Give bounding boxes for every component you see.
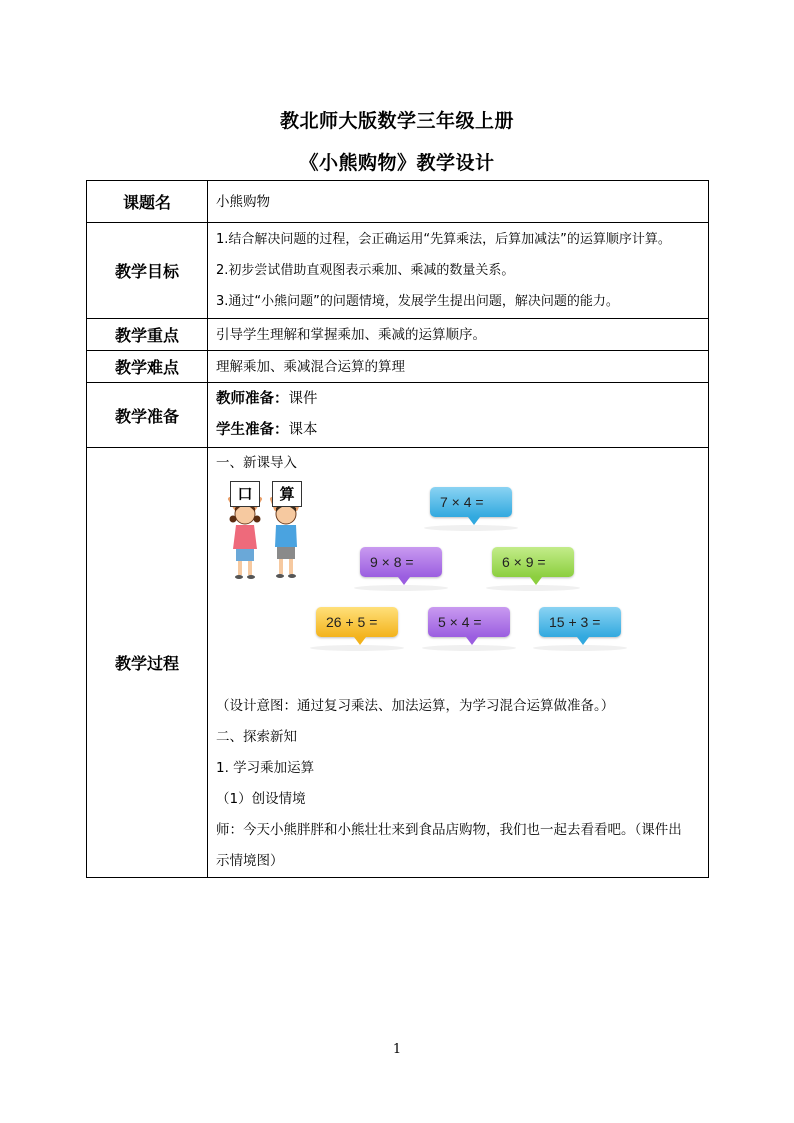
table-row-goals xyxy=(87,223,709,319)
document-subtitle: 《小熊购物》教学设计 xyxy=(299,152,495,174)
teacher-preparation-value: 课件 xyxy=(288,391,318,407)
teacher-dialogue: 示情境图） xyxy=(216,853,284,869)
table-row-difficulty xyxy=(87,351,709,383)
arithmetic-card: 5 × 4 = xyxy=(428,607,510,637)
teacher-preparation-label: 教师准备： xyxy=(216,391,289,407)
sign-card: 算 xyxy=(272,481,302,507)
difficulty-label: 教学难点 xyxy=(87,351,208,383)
sign-card: 口 xyxy=(230,481,260,507)
arithmetic-card: 6 × 9 = xyxy=(492,547,574,577)
table-row-process xyxy=(87,448,709,878)
table-row-preparation xyxy=(87,383,709,448)
teacher-dialogue: 师：今天小熊胖胖和小熊壮壮来到食品店购物，我们也一起去看看吧。（课件出 xyxy=(216,822,682,838)
process-content xyxy=(208,448,709,878)
arithmetic-card: 9 × 8 = xyxy=(360,547,442,577)
goals-content xyxy=(208,223,709,319)
table-row-key-point xyxy=(87,319,709,351)
table-row-topic xyxy=(87,181,709,223)
student-preparation-label: 学生准备： xyxy=(216,422,289,438)
difficulty-value: 理解乘加、乘减混合运算的算理 xyxy=(208,351,709,383)
section-heading: 二、探索新知 xyxy=(216,729,297,745)
arithmetic-card: 15 + 3 = xyxy=(539,607,621,637)
preparation-label: 教学准备 xyxy=(87,383,208,448)
preparation-content xyxy=(208,383,709,448)
goal-item: 2.初步尝试借助直观图表示乘加、乘减的数量关系。 xyxy=(216,263,515,278)
arithmetic-card: 7 × 4 = xyxy=(430,487,512,517)
page-number: 1 xyxy=(392,1042,402,1057)
teacher-preparation xyxy=(216,384,708,415)
goal-item: 1.结合解决问题的过程，会正确运用“先算乘法，后算加减法”的运算顺序计算。 xyxy=(216,232,671,247)
goal-item: 3.通过“小熊问题”的问题情境，发展学生提出问题，解决问题的能力。 xyxy=(216,294,619,309)
warmup-illustration xyxy=(216,479,708,691)
design-intent: （设计意图：通过复习乘法、加法运算，为学习混合运算做准备。） xyxy=(216,698,615,714)
topic-label: 课题名 xyxy=(87,181,208,223)
goals-label: 教学目标 xyxy=(87,223,208,319)
student-preparation xyxy=(216,415,708,446)
lesson-plan-table xyxy=(86,180,709,878)
section-heading: 一、新课导入 xyxy=(216,455,297,471)
arithmetic-card: 26 + 5 = xyxy=(316,607,398,637)
subsection-heading: （1）创设情境 xyxy=(216,791,306,807)
key-point-value: 引导学生理解和掌握乘加、乘减的运算顺序。 xyxy=(208,319,709,351)
subsection-heading: 1. 学习乘加运算 xyxy=(216,760,315,776)
key-point-label: 教学重点 xyxy=(87,319,208,351)
topic-value: 小熊购物 xyxy=(208,181,709,223)
student-preparation-value: 课本 xyxy=(288,422,318,438)
document-title: 教北师大版数学三年级上册 xyxy=(279,110,514,132)
process-label: 教学过程 xyxy=(87,448,208,878)
